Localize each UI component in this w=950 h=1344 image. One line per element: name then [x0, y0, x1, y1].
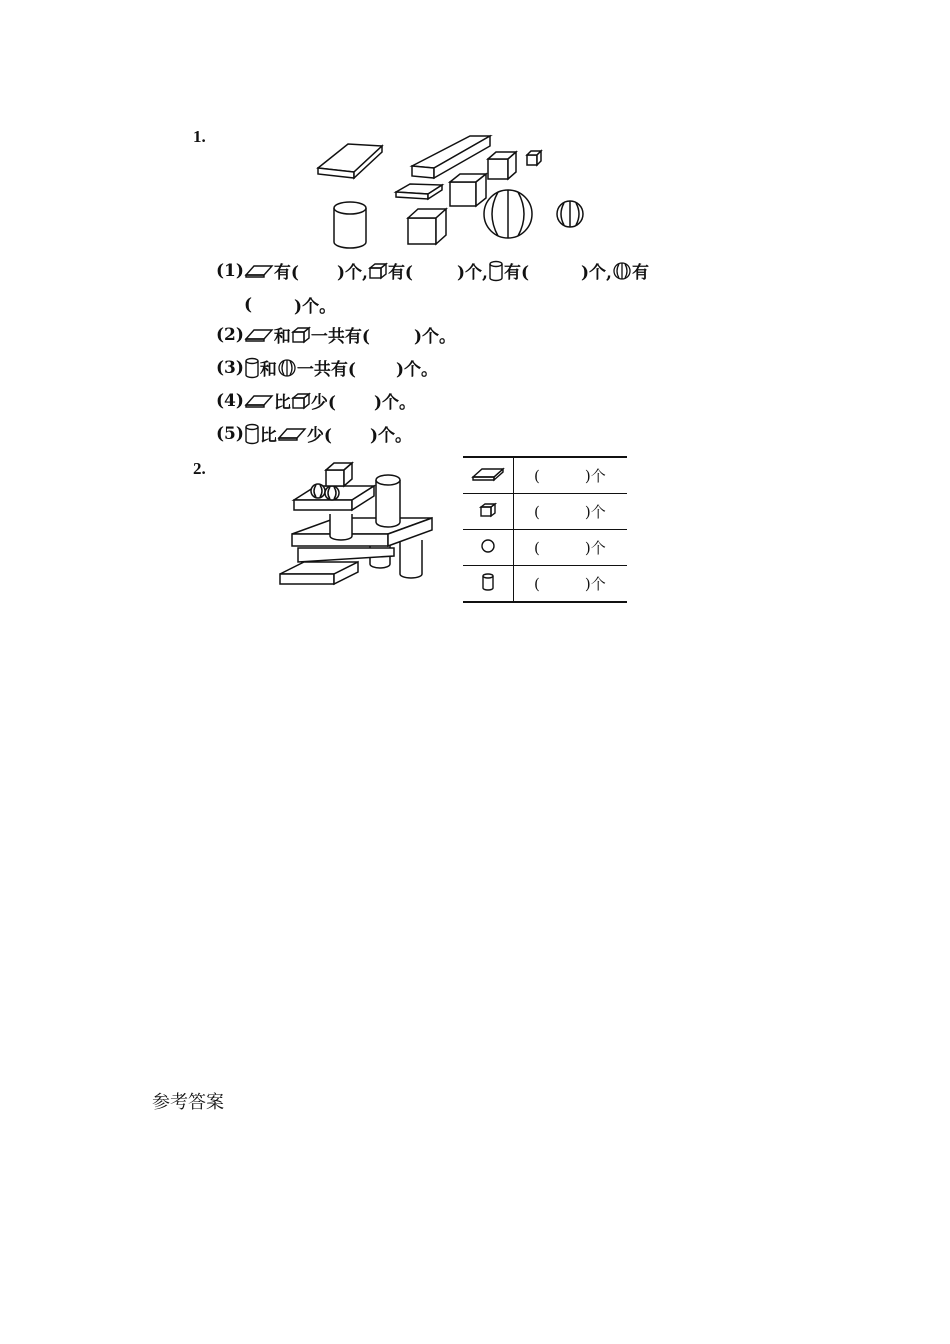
blank-open: ( [534, 575, 540, 593]
cube-tiny [527, 151, 541, 165]
ball-right [325, 486, 339, 500]
circle-icon [480, 538, 496, 554]
ball-large [484, 190, 532, 238]
cube-icon [291, 326, 311, 344]
ball-icon [612, 261, 632, 281]
question-1-figure [310, 128, 600, 253]
cylinder-icon [244, 423, 260, 445]
q1-line-5: (5) 比 少( )个。 [216, 423, 413, 446]
slab-icon [277, 426, 307, 442]
table-row [463, 494, 627, 530]
cube-medium [488, 152, 516, 179]
answer-heading: 参考答案 [152, 1092, 224, 1113]
q1-line-1: (1) 有( )个, 有( )个, 有( )个, 有 [216, 260, 649, 283]
slab-long [412, 136, 490, 178]
blank-close: )个 [584, 467, 606, 485]
cube-center [450, 174, 486, 206]
blank-close: )个 [584, 575, 606, 593]
blank-close: )个 [584, 539, 606, 557]
cylinder-icon [244, 357, 260, 379]
q1-line-3: (3) 和 一共有( )个。 [216, 357, 439, 380]
top-cube [326, 463, 352, 486]
cylinder-support-2 [400, 540, 422, 578]
cylinder [334, 202, 366, 248]
table-row [463, 457, 627, 494]
cube-icon [291, 392, 311, 410]
blank-open: ( [534, 503, 540, 521]
slab-icon [244, 327, 274, 343]
ball-left [311, 484, 325, 498]
cube-icon [479, 502, 497, 518]
question-2-figure [276, 456, 436, 591]
slab-icon [244, 263, 274, 279]
table-row [463, 530, 627, 566]
q1-line-1-cont: ( )个。 [244, 294, 337, 317]
blank-open: ( [534, 539, 540, 557]
cylinder-tall [376, 475, 400, 527]
cylinder-icon [481, 572, 495, 592]
blank-close: )个 [584, 503, 606, 521]
q1-line-2: (2) 和 一共有( )个。 [216, 324, 457, 347]
q1-line-4: (4) 比 少( )个。 [216, 390, 417, 413]
cylinder-icon [488, 260, 504, 282]
question-2-number: 2. [193, 459, 206, 478]
cube-bottom [408, 209, 446, 244]
ball-icon [277, 358, 297, 378]
count-table [463, 456, 627, 603]
blank-open: ( [534, 467, 540, 485]
ball-small [557, 201, 583, 227]
slab-large [318, 144, 382, 178]
bottom-slab [280, 562, 358, 584]
question-1-number: 1. [193, 127, 206, 146]
cube-icon [368, 262, 388, 280]
cylinder-middle [330, 514, 352, 540]
table-row [463, 566, 627, 603]
slab-icon [471, 466, 505, 482]
slab-small [396, 184, 442, 199]
slab-icon [244, 393, 274, 409]
